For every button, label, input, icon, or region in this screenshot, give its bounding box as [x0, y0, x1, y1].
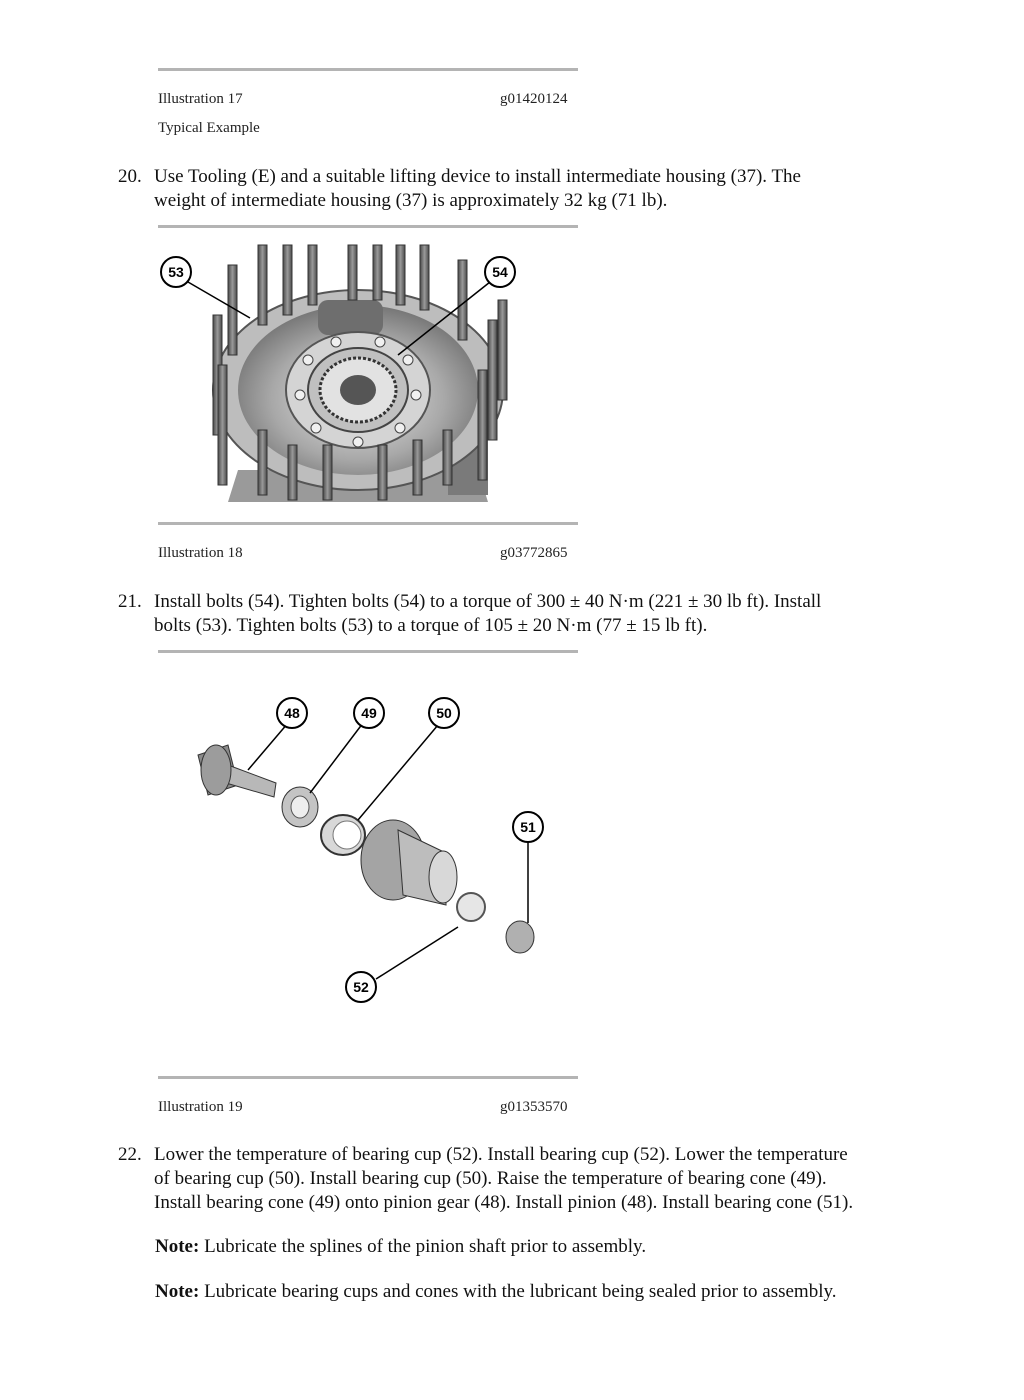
divider	[158, 650, 578, 653]
callout-51: 51	[520, 819, 536, 835]
step-number: 20.	[118, 166, 142, 187]
callout-53: 53	[168, 264, 184, 280]
illustration-17-code: g01420124	[500, 91, 568, 107]
divider	[158, 522, 578, 525]
note-bearings	[155, 1280, 935, 1304]
divider	[158, 68, 578, 71]
step-text-line: Install bolts (54). Tighten bolts (54) to a torque of 300 ± 40 N·m (221 ± 30 lb ft). Install	[154, 591, 822, 612]
note-label: Note:	[155, 1281, 200, 1302]
illustration-18-label: Illustration 18	[158, 545, 243, 561]
note-text: Lubricate bearing cups and cones with the lubricant being sealed prior to assembly.	[199, 1281, 837, 1302]
intermediate-housing-illustration	[158, 240, 578, 505]
step-text-line: Use Tooling (E) and a suitable lifting device to install intermediate housing (37). The	[154, 166, 801, 187]
callout-49: 49	[361, 705, 377, 721]
divider	[158, 1076, 578, 1079]
step-text-line: Install bearing cone (49) onto pinion gear (48). Install pinion (48). Install bearing cone (51).	[154, 1192, 854, 1213]
callout-48: 48	[284, 705, 300, 721]
divider	[158, 225, 578, 228]
illustration-19-label: Illustration 19	[158, 1099, 243, 1115]
illustration-19-code: g01353570	[500, 1099, 568, 1115]
pinion-exploded-illustration	[158, 665, 578, 1060]
illustration-17-caption: Typical Example	[158, 120, 260, 136]
illustration-17-label: Illustration 17	[158, 91, 243, 107]
step-number: 22.	[118, 1144, 142, 1165]
step-text-line: bolts (53). Tighten bolts (53) to a torque of 105 ± 20 N·m (77 ± 15 lb ft).	[154, 615, 708, 636]
note-text: Lubricate the splines of the pinion shaft prior to assembly.	[199, 1236, 647, 1257]
step-text-line: Lower the temperature of bearing cup (52). Install bearing cup (52). Lower the temperature	[154, 1144, 848, 1165]
step-number: 21.	[118, 591, 142, 612]
step-text-line: of bearing cup (50). Install bearing cup (50). Raise the temperature of bearing cone (49).	[154, 1168, 827, 1189]
callout-54: 54	[492, 264, 508, 280]
callout-50: 50	[436, 705, 452, 721]
illustration-18-code: g03772865	[500, 545, 568, 561]
callout-52: 52	[353, 979, 369, 995]
note-splines	[155, 1235, 935, 1259]
step-text-line: weight of intermediate housing (37) is approximately 32 kg (71 lb).	[154, 190, 668, 211]
note-label: Note:	[155, 1236, 200, 1257]
